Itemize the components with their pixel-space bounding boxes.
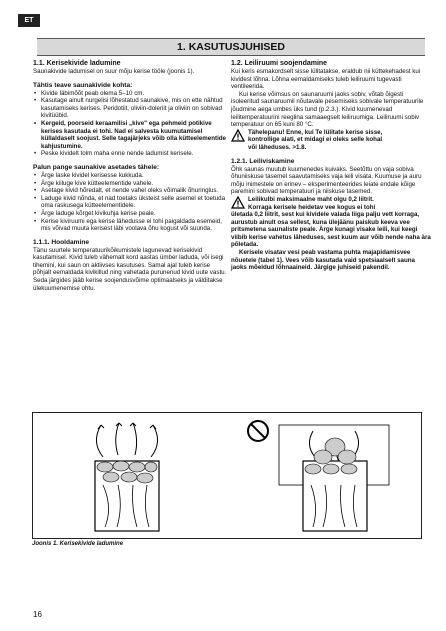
heater-bad-illustration — [243, 417, 393, 535]
para-water: Kerisele visatav vesi peab vastama puhta majapidamisvee nõuetele (tabel 1). Vees võib kasutada vaid spetsiaalselt sauna jaoks mõeldud lõhnaaineid. Järgige juhiseid pakendil. — [231, 249, 415, 272]
warning-text: ületada 0,2 liitrit, sest kui kividele valada liiga palju vett korraga, aurustub ainult osa sellest, kuna ülejäänu paiskub keeva vee pritsmetena saunaliste peale. Ärge kunagi visake leili, kui keegi viibib kerise vahetus läheduses, sest kuum aur võib nende naha ära põletada. — [231, 211, 431, 249]
para-1-2a: Kui keris esmakordselt sisse lülitatakse, eraldub nii küttekehadest kui kividest lõhna. Lõhna eemaldamiseks tuleb leiliruumi tugevasti ventileerida. — [231, 68, 421, 91]
important-list — [33, 90, 229, 158]
para-1-1-1: Tänu suurtele temperatuurikõikumistele lagunevad kerisekivid kasutamisel. Kivid tuleb vähemalt kord aastas ümber laduda, või isegi tihemini, kui saun on aktiivses kasutuses. Samal ajal tuleb kerise põhjalt eemaldada kivikillud ning vahetada purunenud kivid uute vastu. Seda järgides jääb kerise soojendusvõime optimaalseks ja välditakse ülekuumenemise ohtu. — [33, 246, 227, 292]
list-item: • Kivide läbimõõt peab olema 5–10 cm. — [33, 90, 229, 98]
list-item: • Peske kividelt tolm maha enne nende ladumist kerisele. — [33, 150, 229, 158]
list-item: • Asetage kivid hõredalt, et nende vahel oleks võimalik õhuringlus. — [33, 187, 229, 195]
note-list — [33, 172, 229, 233]
heading-note: Palun pange saunakive asetades tähele: — [33, 163, 160, 171]
list-item: • Kergeid, poorseid keraamilisi „kive" ega pehmeid potikive kerises kasutada ei tohi. Nad ei salvesta kuumutamisel küllaldaselt soojust. Selle tagajärjeks võib olla kütteelementide kahjustumine. — [33, 120, 229, 150]
list-item: • Kerise kiviruumi ega kerise lähedusse ei tohi paigaldada esemeid, mis võivad muuta kerisest läbi voolava õhu kogust või suunda. — [33, 218, 229, 233]
figure-caption: Joonis 1. Kerisekivide ladumine — [32, 541, 124, 547]
warning-text: või läheduses. >1.8. — [248, 143, 307, 151]
right-column — [231, 60, 431, 272]
heading-1-1: 1.1. Kerisekivide ladumine — [33, 60, 121, 67]
heading-1-2: 1.2. Leiliruumi soojendamine — [231, 60, 328, 67]
heading-1-2-1: 1.2.1. Leiliviskamine — [231, 157, 295, 165]
warning-text: Tähelepanu! Enne, kui Te lülitate kerise sisse, — [248, 128, 383, 136]
list-item: • Laduge kivid nõnda, et nad toetaks üksteist selle asemel et toetuda oma raskusega kütteelementidele. — [33, 195, 229, 210]
warning-block-1 — [231, 129, 431, 152]
section-title: 1. KASUTUSJUHISED — [37, 38, 425, 56]
warning-text: Leilikulbi maksimaalne maht olgu 0,2 liitrit. — [248, 195, 374, 203]
list-item: • Kasutage ainult nurgelisi lõhestatud saunakive, mis on ette nähtud kasutamiseks kerises. Peridotiit, oliviin-doleriit ja oliviin on sobivad kivitüübid. — [33, 97, 229, 120]
para-1-1: Saunakivide ladumisel on suur mõju kerise tööle (joonis 1). — [33, 68, 195, 75]
left-column — [33, 60, 229, 292]
warning-icon — [231, 129, 245, 142]
list-item: • Ärge kiiluge kive kütteelementide vahele. — [33, 180, 229, 188]
heater-good-illustration — [73, 417, 183, 535]
para-1-2-1: Õhk saunas muutub kuumenedes kuivaks. Seetõttu on vaja sobiva õhuniiskuse tasemel saavutamiseks vaja leili visata. Kuumuse ja auru mõju inimestele on erinev – eksperimenteerides leiate endale kõige paremini sobivad temperatuuri ja niiskuse tasemed. — [231, 165, 422, 196]
figure-1 — [32, 412, 422, 539]
list-item: • Ärge laske kividel kerisesse kukkuda. — [33, 172, 229, 180]
heading-important: Tähtis teave saunakivide kohta: — [33, 81, 133, 89]
warning-text: kontrollige alati, et midagi ei oleks selle kohal — [248, 136, 383, 144]
warning-block-2 — [231, 196, 431, 211]
list-item: • Ärge laduge kõrget kivikuhja kerise peale. — [33, 210, 229, 218]
para-1-2b: Kui kerise võimsus on saunaruumi jaoks sobiv, võtab õigesti isoleeritud saunaruumil nõutavale pesemiseks sobivale temperatuurile jõudmine aega umbes üks tund (p.2.3.). Kivid kuumenevad leilitemperatuurini reeglina samaaegselt leiliruumiga. Leiliruumi sobiv temperatuur on 65 kuni 80 °C. — [231, 90, 424, 129]
page-number: 16 — [33, 610, 42, 619]
warning-text: Korraga kerisele heidetav vee kogus ei tohi — [248, 203, 376, 211]
language-tab: ET — [18, 14, 40, 27]
heading-1-1-1: 1.1.1. Hooldamine — [33, 238, 90, 246]
warning-icon — [231, 196, 245, 209]
